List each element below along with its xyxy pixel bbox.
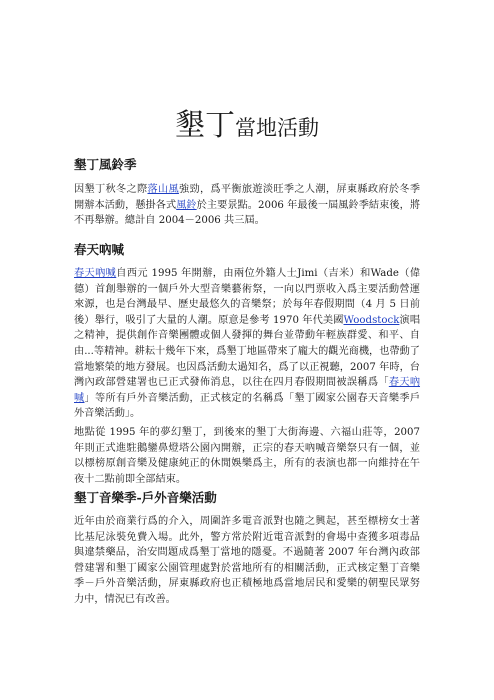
section-heading-music-festival: 墾丁音樂季-戶外音樂活動 xyxy=(74,490,217,505)
paragraph-text: 於主要景點。2006 年最後一屆風鈴季結束後，將不再舉辦。總計自 2004－2006 共三屆。 xyxy=(74,199,421,227)
paragraph-text: 因墾丁秋冬之際 xyxy=(74,184,148,195)
wiki-link[interactable]: 春天吶喊 xyxy=(74,268,117,279)
wiki-link[interactable]: 風鈴 xyxy=(176,199,197,211)
paragraph-text: 自西元 1995 年開辦，由兩位外籍人士Jimi（吉米）和Wade（偉德）首創舉辦的一個戶外大型音樂藝術祭，一向以門票收入爲主要活動營運來源，也是台灣最早、歷史最悠久的音樂祭；於每年春假期間（4 月 5 日前後）舉行，吸引了大量的人潮。原意是參考 1970 年代美國 xyxy=(74,268,421,326)
section-paragraph-fengling xyxy=(74,182,420,229)
section-heading-fengling: 墾丁風鈴季 xyxy=(74,157,137,172)
page-title xyxy=(0,104,494,152)
paragraph-text: 近年由於商業行爲的介入，周圍許多電音派對也隨之興起，甚至標榜女士著比基尼泳裝免費入場。此外，警方常於附近電音派對的會場中查獲多項毒品與違禁藥品，治安問題成爲墾丁當地的隱憂。不過隨著 2007 年台灣內政部營建署和墾丁國家公園管理處對於當地所有的相關活動，正式核定墾丁音樂季－戶外音樂活動，屏東縣政府也正積極地爲當地居民和愛樂的朝聖民眾努力中，情況已有改善。 xyxy=(74,516,420,605)
wiki-link[interactable]: Woodstock xyxy=(343,314,400,326)
title-main: 墾丁 xyxy=(175,108,235,143)
section-heading-spring-scream: 春天吶喊 xyxy=(74,242,125,257)
paragraph-text: 強勁，爲平衡旅遊淡旺季之人潮，屏東縣政府於冬季開辦本活動，懸掛各式 xyxy=(74,184,421,211)
paragraph-text: 地點從 1995 年的夢幻墾丁，到後來的墾丁大街海邊、六福山莊等，2007 年則正式進駐鵝鑾鼻燈塔公園內開辦，正宗的春天吶喊音樂祭只有一個，並以標榜原創音樂及健康純正的休閒娛樂爲主，所有的表演也都一向維持在午夜十二點前即全部結束。 xyxy=(74,427,420,485)
wiki-link[interactable]: 春天吶喊 xyxy=(74,377,421,404)
paragraph-text: 演唱之精神，提供創作音樂團體或個人發揮的舞台並帶動年輕族群愛、和平、自由...等精神。耕耘十幾年下來，爲墾丁地區帶來了龐大的觀光商機，也帶動了當地繁榮的地方發展。也因爲活動太過知名，爲了以正視聽，2007 年時，台灣內政部營建署也已正式發佈消息，以往在四月春假期間被誤稱爲「 xyxy=(74,314,421,389)
wiki-link[interactable]: 落山風 xyxy=(147,184,179,195)
paragraph-text: 」等所有戶外音樂活動，正式核定的名稱爲「墾丁國家公園春天音樂季戶外音樂活動」。 xyxy=(74,392,421,420)
section-paragraph-spring-scream xyxy=(74,266,420,422)
section-paragraph-spring-scream-location xyxy=(74,425,420,487)
title-sub: 當地活動 xyxy=(235,116,319,140)
section-paragraph-music-festival xyxy=(74,514,420,608)
